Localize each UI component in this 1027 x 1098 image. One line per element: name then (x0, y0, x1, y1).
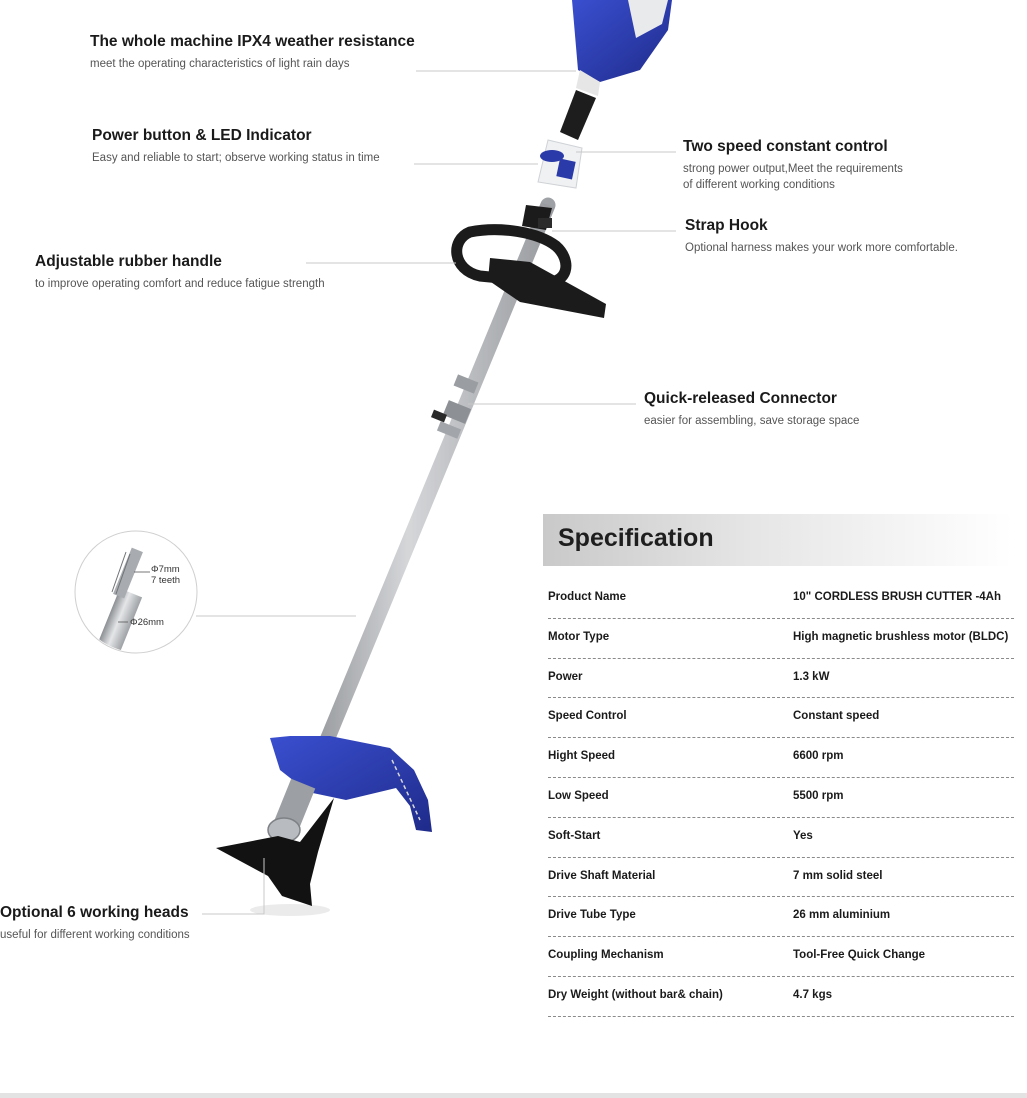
shaft-detail-circle (75, 531, 197, 672)
specification-header (543, 514, 1013, 566)
spec-key: Soft-Start (548, 829, 601, 842)
spec-key: Hight Speed (548, 750, 616, 763)
callout-heads-title: Optional 6 working heads (0, 904, 189, 921)
callout-connector (644, 389, 859, 429)
spec-row (548, 619, 1014, 659)
spec-value: Yes (793, 829, 813, 842)
callout-handle-desc: to improve operating comfort and reduce fatigue strength (35, 278, 325, 290)
callout-handle (35, 252, 325, 292)
specification-table (548, 579, 1014, 1017)
callout-ipx4-desc: meet the operating characteristics of light rain days (90, 58, 350, 70)
spec-row (548, 579, 1014, 619)
shaft (294, 205, 548, 820)
spec-key: Speed Control (548, 710, 627, 723)
spec-value: 26 mm aluminium (793, 909, 891, 922)
shaft-diameter-label: Φ7mm (151, 564, 180, 575)
motor-housing (572, 0, 672, 96)
spec-value: 1.3 kW (793, 670, 830, 683)
callout-speed-desc (683, 161, 903, 193)
spec-row (548, 659, 1014, 699)
shaft-teeth-label: 7 teeth (151, 575, 181, 586)
spec-row (548, 778, 1014, 818)
spec-row (548, 698, 1014, 738)
callout-speed-desc-line2: of different working conditions (683, 179, 835, 191)
spec-key: Low Speed (548, 789, 609, 802)
spec-row (548, 897, 1014, 937)
switch-box (538, 140, 582, 188)
spec-row (548, 818, 1014, 858)
spec-key: Power (548, 670, 583, 683)
callout-strap-desc: Optional harness makes your work more comfortable. (685, 242, 958, 254)
callout-ipx4-title: The whole machine IPX4 weather resistance (90, 33, 415, 50)
callout-strap-title: Strap Hook (685, 217, 768, 234)
callout-ipx4 (90, 32, 415, 72)
spec-value: 4.7 kgs (793, 988, 832, 1001)
rear-grip (560, 90, 596, 140)
tube-diameter-label: Φ26mm (130, 617, 164, 628)
callout-power (92, 126, 380, 166)
spec-row (548, 738, 1014, 778)
spec-value: High magnetic brushless motor (BLDC) (793, 630, 1009, 643)
callout-heads-desc: useful for different working conditions (0, 929, 190, 941)
spec-value: 5500 rpm (793, 789, 844, 802)
spec-value: 7 mm solid steel (793, 869, 883, 882)
callout-connector-title: Quick-released Connector (644, 390, 837, 407)
callout-speed-desc-line1: strong power output,Meet the requirements (683, 163, 903, 175)
spec-key: Drive Shaft Material (548, 869, 656, 882)
spec-row (548, 858, 1014, 898)
bottom-divider (0, 1093, 1027, 1098)
spec-value: Constant speed (793, 710, 880, 723)
callout-heads (0, 903, 190, 943)
shaft-detail-labels (151, 564, 180, 586)
spec-key: Product Name (548, 591, 626, 603)
specification-title: Specification (558, 524, 714, 552)
spec-key: Motor Type (548, 630, 610, 643)
spec-key: Dry Weight (without bar& chain) (548, 988, 723, 1001)
callout-speed-title: Two speed constant control (683, 138, 888, 155)
spec-value: 6600 rpm (793, 750, 844, 763)
spec-key: Coupling Mechanism (548, 949, 664, 962)
spec-row (548, 937, 1014, 977)
strap-hook-collar (522, 205, 552, 230)
spec-key: Drive Tube Type (548, 909, 636, 922)
spec-row (548, 977, 1014, 1017)
callout-power-title: Power button & LED Indicator (92, 127, 312, 144)
spec-value: Tool-Free Quick Change (793, 949, 926, 962)
callout-handle-title: Adjustable rubber handle (35, 253, 222, 270)
callout-strap (685, 216, 958, 256)
callout-speed (683, 137, 903, 193)
three-tooth-blade (216, 798, 334, 916)
callout-power-desc: Easy and reliable to start; observe working status in time (92, 152, 380, 164)
spec-value: 10" CORDLESS BRUSH CUTTER -4Ah (793, 591, 1001, 603)
callout-connector-desc: easier for assembling, save storage space (644, 415, 860, 427)
